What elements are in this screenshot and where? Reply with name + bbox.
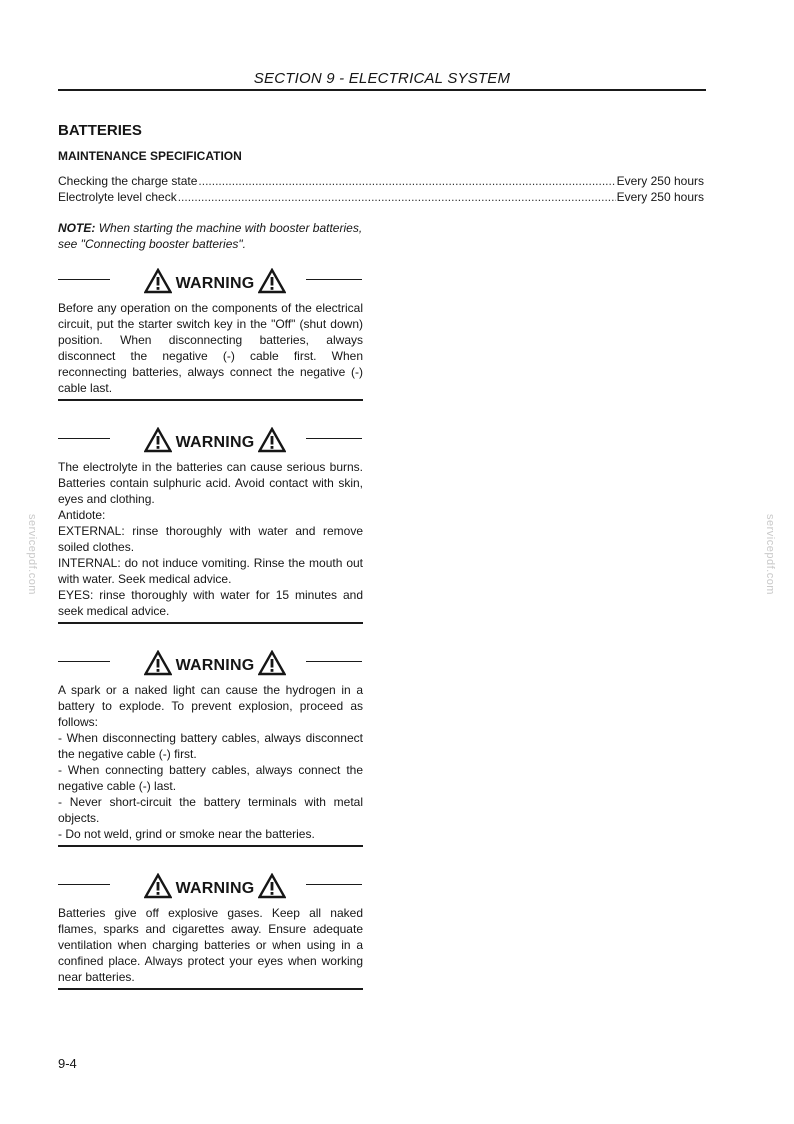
warning-box-electrical-circuit [58,264,363,401]
spec-row [58,173,704,189]
spec-interval: Every 250 hours [616,174,704,188]
warning-triangle-icon [258,873,286,899]
page-number: 9-4 [58,1056,77,1071]
watermark-left: servicepdf.com [26,514,38,595]
warning-triangle-icon [144,650,172,676]
spec-label: Electrolyte level check [58,190,177,204]
warning-triangle-icon [144,873,172,899]
subsection-title: MAINTENANCE SPECIFICATION [58,149,242,163]
spec-label: Checking the charge state [58,174,198,188]
warning-label: WARNING [175,879,255,897]
warning-paragraph: INTERNAL: do not induce vomiting. Rinse the mouth out with water. Seek medical advice. [58,556,363,586]
header-rule-left [58,279,110,280]
header-rule-right [306,661,362,662]
warning-text [58,682,363,847]
warning-paragraph: A spark or a naked light can cause the hydrogen in a battery to explode. To prevent explosion, proceed as follows: [58,683,363,729]
warning-header [58,869,363,903]
header-rule-left [58,438,110,439]
warning-paragraph: Before any operation on the components of the electrical circuit, put the starter switch key in the "Off" (shut down) position. When disconnecting batteries, always disconnect the negative (-) cable first. When reconnecting batteries, always connect the negative (-) cable last. [58,301,363,395]
section-header: SECTION 9 - ELECTRICAL SYSTEM [253,70,511,87]
warning-text [58,905,363,990]
warning-paragraph: EYES: rinse thoroughly with water for 15 minutes and seek medical advice. [58,588,363,618]
warning-box-electrolyte [58,423,363,624]
leader-dots [198,173,615,189]
header-rule-left [58,884,110,885]
header-rule-right [306,279,362,280]
watermark-right: servicepdf.com [764,514,776,595]
warning-label: WARNING [175,656,255,674]
warning-header [58,646,363,680]
header-rule-left [58,661,110,662]
warning-header [58,264,363,298]
header-rule-right [306,438,362,439]
maintenance-spec-list [58,173,704,205]
warning-triangle-icon [258,268,286,294]
warning-triangle-icon [258,427,286,453]
warning-text [58,300,363,401]
header-rule [58,89,706,91]
warning-paragraph: - Do not weld, grind or smoke near the batteries. [58,827,315,841]
warning-text [58,459,363,624]
warning-paragraph: - When disconnecting battery cables, always disconnect the negative cable (-) first. [58,731,363,761]
note-paragraph [58,220,366,252]
warning-box-hydrogen-explosion [58,646,363,847]
warning-triangle-icon [144,427,172,453]
warning-box-explosive-gases [58,869,363,990]
header-rule-right [306,884,362,885]
warning-triangle-icon [258,650,286,676]
leader-dots [178,189,616,205]
spec-interval: Every 250 hours [616,190,704,204]
warning-triangle-icon [144,268,172,294]
note-label: NOTE: [58,221,96,235]
spec-row [58,189,704,205]
warning-label: WARNING [175,433,255,451]
note-text: When starting the machine with booster batteries, see "Connecting booster batteries". [58,221,363,251]
warning-paragraph: Batteries give off explosive gases. Keep all naked flames, sparks and cigarettes away. Ensure adequate ventilation when charging batteries or when using in a confined place. Always protect your eyes when working near batteries. [58,906,363,984]
warning-header [58,423,363,457]
warning-paragraph: EXTERNAL: rinse thoroughly with water and remove soiled clothes. [58,524,363,554]
warning-paragraph: Antidote: [58,508,106,522]
warning-paragraph: - When connecting battery cables, always connect the negative cable (-) last. [58,763,363,793]
warning-paragraph: The electrolyte in the batteries can cause serious burns. Batteries contain sulphuric acid. Avoid contact with skin, eyes and clothing. [58,460,363,506]
warning-paragraph: - Never short-circuit the battery terminals with metal objects. [58,795,363,825]
section-title: BATTERIES [58,122,142,139]
warning-label: WARNING [175,274,255,292]
